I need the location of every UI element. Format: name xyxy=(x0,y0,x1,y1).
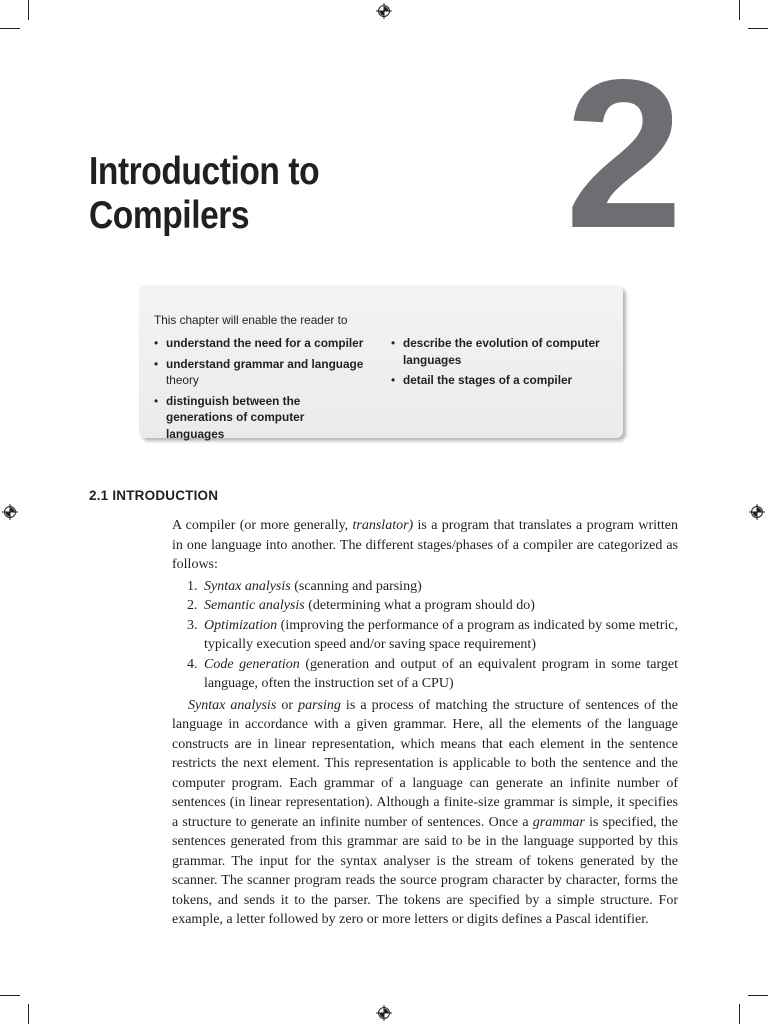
crop-mark-bottom-left-v xyxy=(28,1004,29,1024)
list-number: 4. xyxy=(187,656,198,672)
list-number: 1. xyxy=(187,578,198,594)
list-term: Syntax analysis xyxy=(204,578,291,594)
objectives-list-right xyxy=(391,335,606,393)
p1-text-rest: is a program that translates a program written in one language into another. The different stages/phases of a compiler are categorized as follows: xyxy=(172,518,678,572)
objective-item xyxy=(154,393,364,443)
list-item xyxy=(172,655,678,694)
p1-emphasis: translator) xyxy=(352,518,414,533)
objective-text: understand grammar and language xyxy=(166,356,364,371)
chapter-objectives-box xyxy=(139,285,623,441)
list-term: Code generation xyxy=(204,656,300,672)
chapter-title-line-1: Introduction to xyxy=(89,150,320,193)
objective-text-rest: theory xyxy=(166,373,199,387)
chapter-title-line-2: Compilers xyxy=(89,194,250,237)
objective-text: understand the need for a compiler xyxy=(166,336,364,350)
bullet-icon: • xyxy=(154,393,159,408)
objectives-list-left xyxy=(154,335,364,446)
section-heading: 2.1 INTRODUCTION xyxy=(89,488,219,503)
crop-mark-top-left-v xyxy=(28,0,29,20)
list-number: 3. xyxy=(187,617,198,633)
chapter-number: 2 xyxy=(565,35,679,272)
registration-mark-icon xyxy=(376,3,392,19)
p2-or: or xyxy=(276,697,299,713)
crop-mark-bottom-left-h xyxy=(0,995,20,996)
bullet-icon: • xyxy=(154,356,159,371)
paragraph-1 xyxy=(172,516,678,575)
list-term: Optimization xyxy=(204,617,278,633)
crop-mark-top-left-h xyxy=(0,28,20,29)
section-body xyxy=(172,516,678,930)
crop-mark-bottom-right-h xyxy=(748,995,768,996)
objective-item xyxy=(154,356,364,389)
crop-mark-top-right-h xyxy=(748,28,768,29)
objective-item xyxy=(154,335,364,352)
list-desc: (determining what a program should do) xyxy=(304,598,535,613)
objective-text: describe the evolution of computer languages xyxy=(403,336,600,367)
objectives-intro: This chapter will enable the reader to xyxy=(154,313,348,327)
crop-mark-top-right-v xyxy=(739,0,740,20)
p2-term: parsing xyxy=(298,697,341,713)
objective-text: distinguish between the generations of computer languages xyxy=(166,393,305,441)
p2-text-rest: is specified, the sentences generated from this grammar are said to be in the language supported by this grammar. The input for the syntax analyser is the stream of tokens generated by the scanner. The scanner program reads the source program character by character, forms the tokens, and sends it to the parser. The tokens are specified by a simple structure. For example, a letter followed by zero or more letters or digits defines a Pascal identifier. xyxy=(172,814,678,927)
bullet-icon: • xyxy=(391,373,396,387)
chapter-title xyxy=(89,150,319,238)
list-number: 2. xyxy=(187,598,198,613)
objective-item xyxy=(391,335,606,368)
list-item xyxy=(172,596,678,616)
bullet-icon: • xyxy=(391,336,396,350)
crop-mark-bottom-right-v xyxy=(739,1004,740,1024)
registration-mark-icon xyxy=(2,504,18,520)
p2-text: is a process of matching the structure of sentences of the language in accordance with a given grammar. Here, all the elements of the language constructs are in linear representation, which means that each element in the sentence restricts the next element. This representation is applicable to both the sentence and the computer program. Each grammar of a language can generate an infinite number of sentences (in linear representation). Although a finite-size grammar is simple, it specifies a structure to generate an infinite number of sentences. Once a xyxy=(172,697,678,830)
p2-term: Syntax analysis xyxy=(188,697,277,713)
list-item xyxy=(172,577,678,597)
list-desc: (generation and output of an equivalent program in some target language, often the instruction set of a CPU) xyxy=(204,656,678,691)
p1-text: A compiler (or more generally, xyxy=(172,518,353,533)
objective-item xyxy=(391,372,606,389)
registration-mark-icon xyxy=(376,1005,392,1021)
list-item xyxy=(172,616,678,655)
bullet-icon: • xyxy=(154,336,159,350)
compiler-stages-list xyxy=(172,577,678,694)
p2-term: grammar xyxy=(532,814,585,830)
list-term: Semantic analysis xyxy=(204,598,305,613)
paragraph-2 xyxy=(172,696,678,930)
list-desc: (improving the performance of a program as indicated by some metric, typically execution speed and/or saving space requirement) xyxy=(204,617,678,652)
list-desc: (scanning and parsing) xyxy=(290,578,422,594)
objective-text: detail the stages of a compiler xyxy=(403,373,573,387)
registration-mark-icon xyxy=(749,504,765,520)
